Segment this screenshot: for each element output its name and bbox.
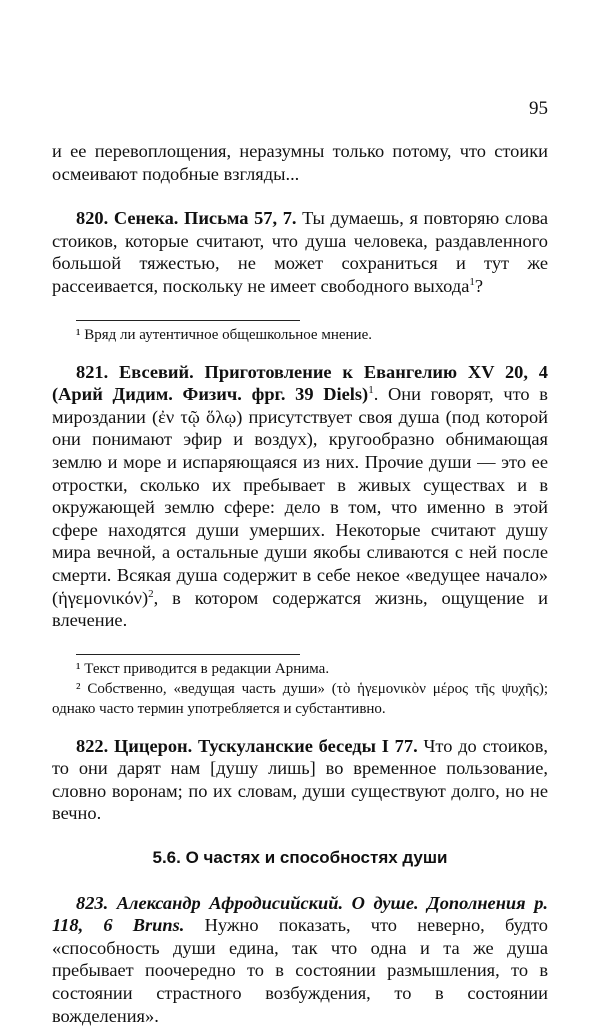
section-heading: 5.6. О частях и способностях души <box>152 848 448 868</box>
footnote-ref: 1 <box>368 384 374 397</box>
footnote-821-1: ¹ Текст приводится в редакции Арнима. <box>76 660 330 677</box>
entry-821-title: 821. Евсевий. Приготовление к Евангелию XV 20, 4 (Арий Дидим. Физич. фрг. 39 Diels) <box>52 361 548 405</box>
entry-821-text-b: , в котором содержатся жизнь, ощущение и влечение. <box>52 587 548 631</box>
intro-paragraph: и ее перевоплощения, неразумны только потому, что стоики осмеивают подобные взгляды... <box>52 141 548 184</box>
footnote-divider <box>76 654 300 655</box>
entry-822 <box>52 735 548 825</box>
entry-820-title: 820. Сенека. Письма 57, 7. <box>76 208 297 229</box>
entry-823 <box>52 892 548 1027</box>
entry-822-text: Что до стоиков, то они дарят нам [душу лишь] во временное пользование, словно воронам; по их словам, души существуют долго, но не вечно. <box>52 735 549 824</box>
entry-822-title: 822. Цицерон. Тускуланские беседы I 77. <box>76 735 418 756</box>
entry-820 <box>52 207 548 297</box>
footnote-820: ¹ Вряд ли аутентичное общешкольное мнение. <box>76 326 372 343</box>
entry-823-text: Нужно показать, что неверно, будто «способность души едина, так что одна и та же душа пребывает поочередно то в состоянии размышления, то в состоянии страстного возбуждения, то в состоянии вожделения». <box>52 915 548 1026</box>
page-body <box>52 140 548 1027</box>
entry-821-text-a: . Они говорят, что в мироздании (ἐν τῷ ὅλῳ) присутствует своя душа (под которой они понимают эфир и воздух), кругообразно обнимающая землю и море и испаряющаяся из них. Прочие души — это ее отростки, сколько их пребывает в живых существах и в окружающей землю сфере: дело в том, что именно в этой сфере находятся души умерших. Некоторые считают душу мира вечной, а остальные души якобы сливаются с ней после смерти. Всякая душа содержит в себе некое «ведущее начало» (ἡγεμονικόν) <box>52 384 548 608</box>
entry-821 <box>52 361 548 632</box>
entry-823-title: 823. Александр Афродисийский. О душе. Дополнения p. 118, 6 Bruns. <box>52 892 548 936</box>
entry-820-text: Ты думаешь, я повторяю слова стоиков, которые считают, что душа человека, раздавленного большой тяжестью, не может сохраниться и тут же рассеивается, поскольку не имеет свободного выхода <box>52 208 549 296</box>
page-number: 95 <box>529 98 548 119</box>
entry-820-end: ? <box>474 275 484 296</box>
footnote-ref: 1 <box>469 275 475 288</box>
footnote-divider <box>76 320 300 321</box>
footnote-ref: 2 <box>148 587 154 600</box>
footnote-821-2: ² Собственно, «ведущая часть души» (τὸ ἡγεμονικὸν μέρος τῆς ψυχῆς); однако часто термин употребляется и субстантивно. <box>52 680 548 717</box>
